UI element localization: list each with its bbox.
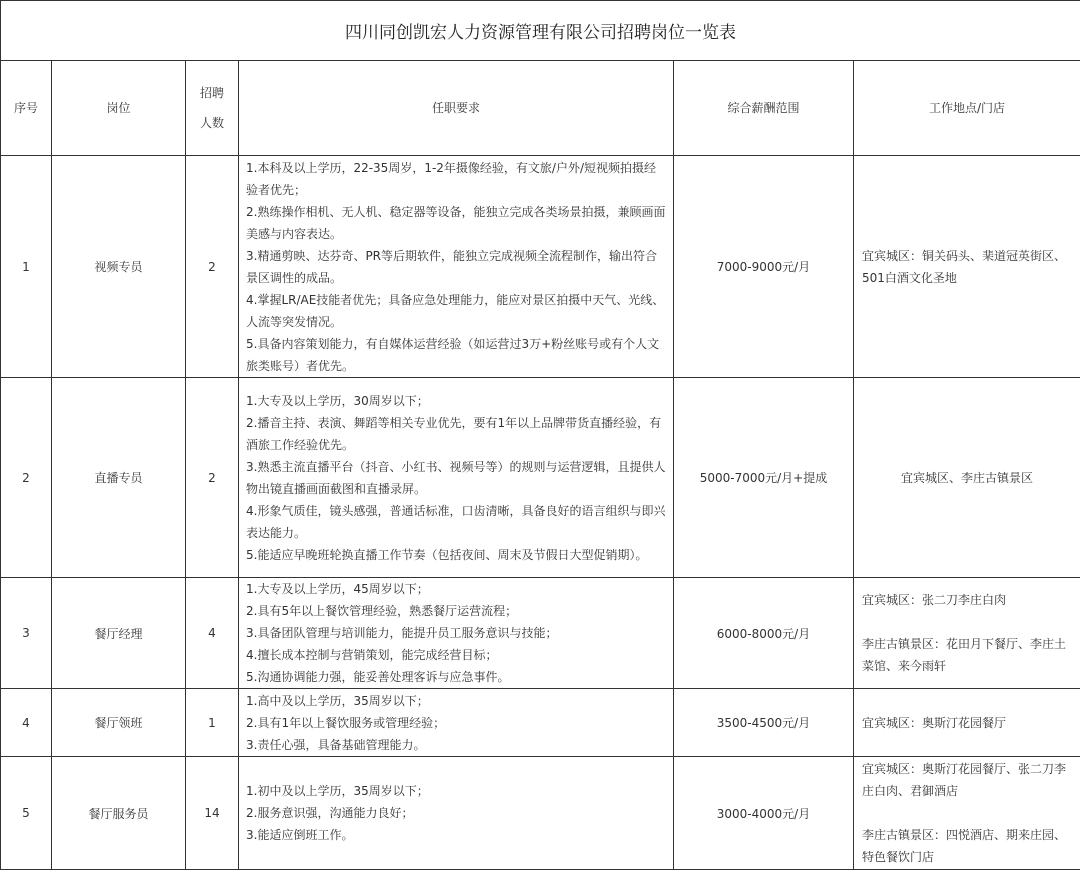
location-item: 宜宾城区、李庄古镇景区 [854,469,1080,486]
requirement-item: 3.能适应倒班工作。 [246,824,667,846]
requirement-item: 2.具有5年以上餐饮管理经验，熟悉餐厅运营流程； [246,600,667,622]
row-location [854,378,1080,578]
requirement-item: 5.沟通协调能力强，能妥善处理客诉与应急事件。 [246,666,667,688]
row-no: 2 [1,378,52,578]
row-requirements [239,378,674,578]
header-location: 工作地点/门店 [854,61,1080,156]
requirement-item: 2.服务意识强，沟通能力良好； [246,802,667,824]
row-location [854,156,1080,378]
row-salary: 5000-7000元/月+提成 [674,378,854,578]
row-count: 2 [186,378,239,578]
table-row [1,689,1080,757]
requirement-item: 4.擅长成本控制与营销策划，能完成经营目标； [246,644,667,666]
row-no: 3 [1,578,52,689]
row-requirements [239,156,674,378]
location-spacer [862,802,1072,824]
header-count [186,61,239,156]
location-item: 宜宾城区：奥斯汀花园餐厅、张二刀李庄白肉、君御酒店 [862,758,1072,802]
requirement-item: 3.责任心强，具备基础管理能力。 [246,734,667,756]
row-position: 餐厅领班 [52,689,186,757]
table-row [1,578,1080,689]
header-position: 岗位 [52,61,186,156]
header-salary: 综合薪酬范围 [674,61,854,156]
header-no: 序号 [1,61,52,156]
row-salary: 6000-8000元/月 [674,578,854,689]
row-location [854,578,1080,689]
header-row [1,61,1080,156]
row-requirements [239,578,674,689]
row-location [854,757,1080,870]
requirement-item: 1.高中及以上学历，35周岁以下； [246,690,667,712]
row-no: 1 [1,156,52,378]
row-requirements [239,689,674,757]
location-item: 李庄古镇景区：花田月下餐厅、李庄土菜馆、来今雨轩 [862,633,1072,677]
row-salary: 3000-4000元/月 [674,757,854,870]
location-spacer [862,611,1072,633]
header-count-line1: 招聘 [186,78,238,108]
requirement-item: 4.形象气质佳，镜头感强，普通话标准，口齿清晰，具备良好的语言组织与即兴表达能力。 [246,500,667,544]
location-item: 宜宾城区：奥斯汀花园餐厅 [862,712,1072,734]
row-position: 餐厅服务员 [52,757,186,870]
row-position: 餐厅经理 [52,578,186,689]
requirement-item: 3.精通剪映、达芬奇、PR等后期软件，能独立完成视频全流程制作，输出符合景区调性的成品。 [246,245,667,289]
requirement-item: 1.大专及以上学历，30周岁以下； [246,390,667,412]
requirement-item: 2.播音主持、表演、舞蹈等相关专业优先，要有1年以上品牌带货直播经验，有酒旅工作经验优先。 [246,412,667,456]
requirement-item: 4.掌握LR/AE技能者优先；具备应急处理能力，能应对景区拍摄中天气、光线、人流等突发情况。 [246,289,667,333]
requirement-item: 5.具备内容策划能力，有自媒体运营经验（如运营过3万+粉丝账号或有个人文旅类账号）者优先。 [246,333,667,377]
requirement-item: 5.能适应早晚班轮换直播工作节奏（包括夜间、周末及节假日大型促销期）。 [246,544,667,566]
requirement-item: 2.熟练操作相机、无人机、稳定器等设备，能独立完成各类场景拍摄，兼顾画面美感与内容表达。 [246,201,667,245]
table-row [1,156,1080,378]
location-item: 李庄古镇景区：四悦酒店、期来庄园、特色餐饮门店 [862,824,1072,868]
requirement-item: 3.熟悉主流直播平台（抖音、小红书、视频号等）的规则与运营逻辑，且提供人物出镜直播画面截图和直播录屏。 [246,456,667,500]
row-requirements [239,757,674,870]
row-no: 4 [1,689,52,757]
row-count: 14 [186,757,239,870]
header-count-line2: 人数 [186,108,238,138]
table-row [1,378,1080,578]
requirement-item: 3.具备团队管理与培训能力，能提升员工服务意识与技能； [246,622,667,644]
row-location [854,689,1080,757]
requirement-item: 1.大专及以上学历，45周岁以下； [246,578,667,600]
row-salary: 7000-9000元/月 [674,156,854,378]
header-requirements: 任职要求 [239,61,674,156]
location-item: 宜宾城区：铜关码头、棐道冠英街区、501白酒文化圣地 [862,245,1072,289]
row-count: 4 [186,578,239,689]
requirement-item: 2.具有1年以上餐饮服务或管理经验； [246,712,667,734]
row-position: 视频专员 [52,156,186,378]
requirement-item: 1.本科及以上学历，22-35周岁，1-2年摄像经验，有文旅/户外/短视频拍摄经验者优先； [246,157,667,201]
row-position: 直播专员 [52,378,186,578]
row-count: 2 [186,156,239,378]
location-item: 宜宾城区：张二刀李庄白肉 [862,589,1072,611]
row-count: 1 [186,689,239,757]
table-title: 四川同创凯宏人力资源管理有限公司招聘岗位一览表 [1,1,1080,61]
row-salary: 3500-4500元/月 [674,689,854,757]
requirement-item: 1.初中及以上学历，35周岁以下； [246,780,667,802]
table-row [1,757,1080,870]
row-no: 5 [1,757,52,870]
